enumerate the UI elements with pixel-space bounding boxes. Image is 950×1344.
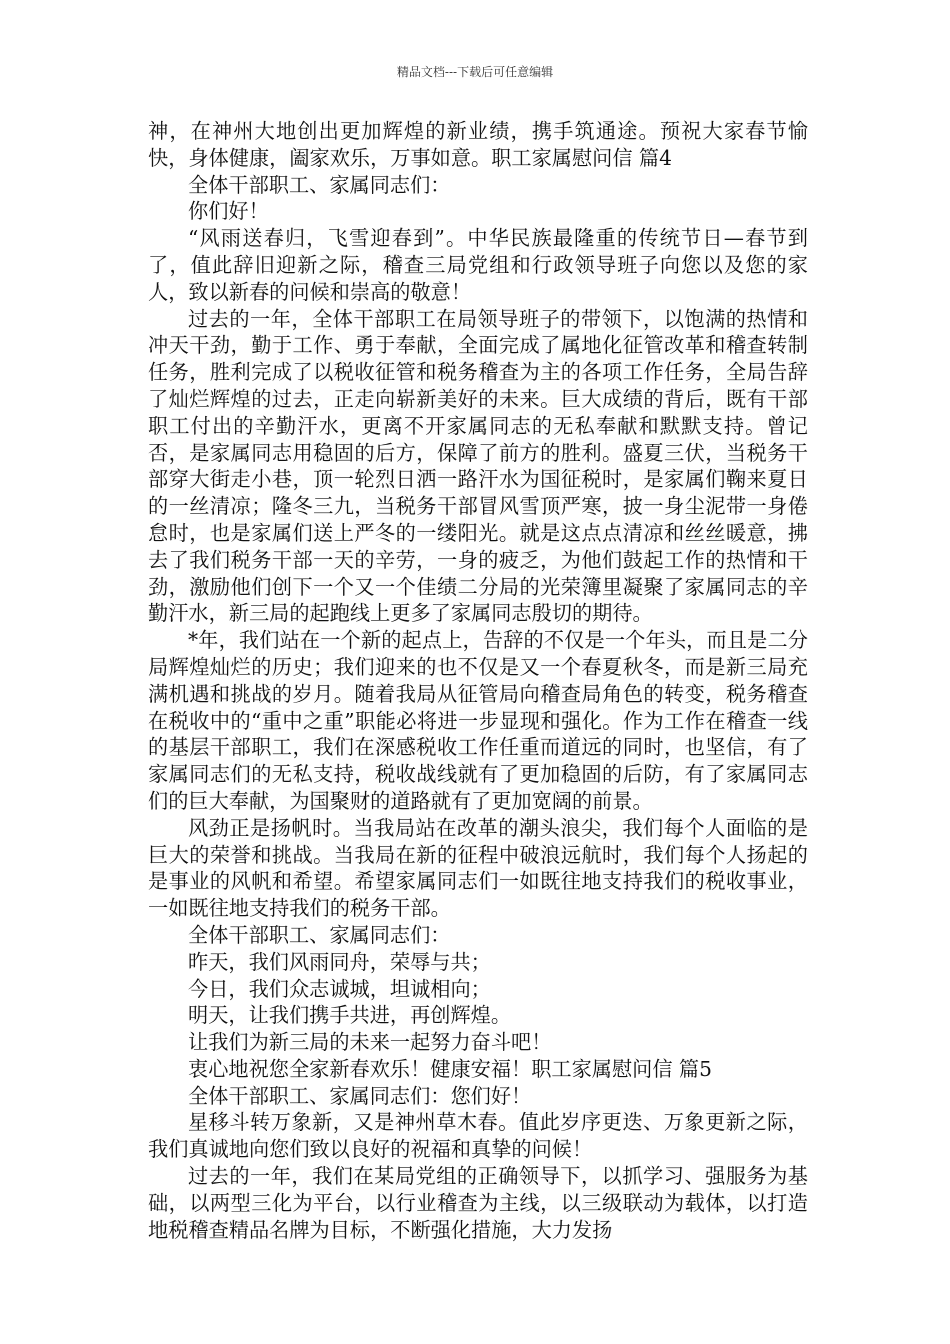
paragraph-4: “风雨送春归，飞雪迎春到”。中华民族最隆重的传统节日—春节到了，值此辞旧迎新之际，稽查三局党组和行政领导班子向您以及您的家人，致以新春的问候和崇高的敬意！ [148,226,808,304]
paragraph-10: 今日，我们众志诚城，坦诚相向； [188,976,491,1001]
paragraph-2: 全体干部职工、家属同志们： [188,172,451,197]
paragraph-11: 明天，让我们携手共进，再创辉煌。 [188,1003,512,1028]
paragraph-14: 全体干部职工、家属同志们：您们好！ [188,1083,532,1108]
paragraph-13: 衷心地祝您全家新春欢乐！健康安福！职工家属慰问信 篇5 [188,1056,712,1081]
paragraph-5: 过去的一年，全体干部职工在局领导班子的带领下，以饱满的热情和冲天干劲，勤于工作、勇于奉献，全面完成了属地化征管改革和稽查转制任务，胜利完成了以税收征管和税务稽查为主的各项工作任务，全局告辞了灿烂辉煌的过去，正走向崭新美好的未来。巨大成绩的背后，既有干部职工付出的辛勤汗水，更离不开家属同志的无私奉献和默默支持。曾记否，是家属同志用稳固的后方，保障了前方的胜利。盛夏三伏，当税务干部穿大街走小巷，顶一轮烈日洒一路汗水为国征税时，是家属们鞠来夏日的一丝清凉；隆冬三九，当税务干部冒风雪顶严寒，披一身尘泥带一身倦怠时，也是家属们送上严冬的一缕阳光。就是这点点清凉和丝丝暖意，拂去了我们税务干部一天的辛劳，一身的疲乏，为他们鼓起工作的热情和干劲，激励他们创下一个又一个佳绩二分局的光荣簿里凝聚了家属同志的辛勤汗水，新三局的起跑线上更多了家属同志殷切的期待。 [148,306,808,626]
paragraph-15: 星移斗转万象新，又是神州草木春。值此岁序更迭、万象更新之际，我们真诚地向您们致以良好的祝福和真挚的问候！ [148,1110,808,1162]
paragraph-1: 神，在神州大地创出更加辉煌的新业绩，携手筑通途。预祝大家春节愉快，身体健康，阖家欢乐，万事如意。职工家属慰问信 篇4 [148,119,808,170]
paragraph-9: 昨天，我们风雨同舟，荣辱与共； [188,949,491,974]
paragraph-6: *年，我们站在一个新的起点上，告辞的不仅是一个年头，而且是二分局辉煌灿烂的历史；我们迎来的也不仅是又一个春夏秋冬，而是新三局充满机遇和挑战的岁月。随着我局从征管局向稽查局角色的转变，税务稽查在税收中的“重中之重”职能必将进一步显现和强化。作为工作在稽查一线的基层干部职工，我们在深感税收工作任重而道远的同时，也坚信，有了家属同志们的无私支持，税收战线就有了更加稳固的后防，有了家属同志们的巨大奉献，为国聚财的道路就有了更加宽阔的前景。 [148,628,808,813]
paragraph-12: 让我们为新三局的未来一起努力奋斗吧！ [188,1030,552,1055]
paragraph-3: 你们好！ [188,199,269,224]
page-header: 精品文档---下载后可任意编辑 [396,65,554,79]
document-body [148,118,808,1243]
paragraph-16: 过去的一年，我们在某局党组的正确领导下，以抓学习、强服务为基础，以两型三化为平台，以行业稽查为主线，以三级联动为载体，以打造地税稽查精品名牌为目标，不断强化措施，大力发扬 [148,1164,808,1242]
paragraph-7: 风劲正是扬帆时。当我局站在改革的潮头浪尖，我们每个人面临的是巨大的荣誉和挑战。当我局在新的征程中破浪远航时，我们每个人扬起的是事业的风帆和希望。希望家属同志们一如既往地支持我们的税收事业，一如既往地支持我们的税务干部。 [148,815,808,921]
paragraph-8: 全体干部职工、家属同志们： [188,922,451,947]
